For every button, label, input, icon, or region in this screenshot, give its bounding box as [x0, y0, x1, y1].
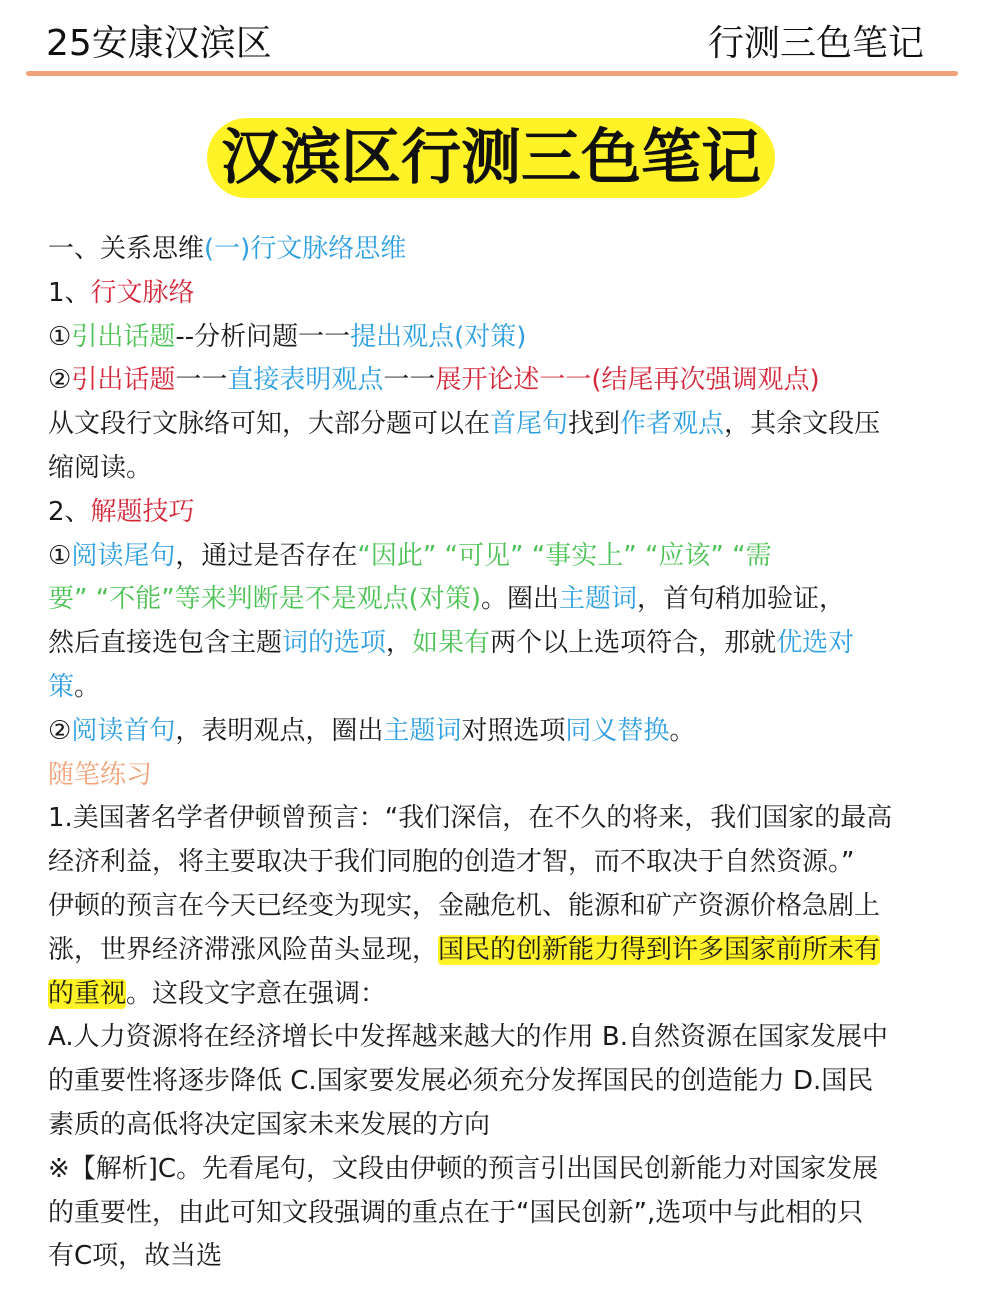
- text: 1、: [48, 277, 91, 308]
- tip-line: [48, 622, 960, 666]
- blue-text: 首尾句: [490, 409, 569, 440]
- text: ②: [48, 715, 72, 746]
- text: ，其余文段压: [724, 409, 881, 440]
- blue-text: 词的选项: [282, 628, 387, 659]
- blue-text: 阅读尾句: [71, 540, 176, 571]
- question-line: [48, 841, 960, 885]
- text: 一一: [383, 365, 436, 396]
- options-line: [48, 1060, 960, 1104]
- question-line: [48, 885, 960, 929]
- blue-text: 作者观点: [620, 409, 725, 440]
- text: 一一: [175, 365, 228, 396]
- structure-line-2: [48, 359, 960, 403]
- section-heading: [48, 228, 960, 272]
- text: ①: [48, 321, 72, 352]
- header-right-label: 行测三色笔记: [707, 23, 924, 64]
- green-text: 如果有: [412, 628, 491, 659]
- text: 从文段行文脉络可知，大部分题可以在: [48, 409, 491, 440]
- text: 涨，世界经济滞涨风险苗头显现，: [48, 934, 439, 965]
- text: 有C项，故当选: [48, 1241, 223, 1272]
- text: 。: [669, 715, 696, 746]
- blue-text: 策: [48, 671, 75, 702]
- text: ①: [48, 540, 72, 571]
- paragraph-line: [48, 447, 960, 491]
- options-line: [48, 1104, 960, 1148]
- blue-text: 阅读首句: [71, 715, 176, 746]
- notes-body: [48, 228, 960, 1279]
- options-line: [48, 1016, 960, 1060]
- structure-line-1: [48, 316, 960, 360]
- blue-text: 主题词: [383, 715, 462, 746]
- orange-text: 随笔练习: [48, 759, 153, 790]
- tip-line: [48, 535, 960, 579]
- page-title: 汉滨区行测三色笔记: [207, 118, 775, 198]
- text: 素质的高低将决定国家未来发展的方向: [48, 1109, 491, 1140]
- text: 两个以上选项符合，那就: [490, 628, 777, 659]
- text: A.人力资源将在经济增长中发挥越来越大的作用 B.自然资源在国家发展中: [48, 1022, 888, 1053]
- question-line: [48, 797, 960, 841]
- blue-text: (一)行文脉络思维: [204, 234, 407, 264]
- text: ，首句稍加验证，: [637, 584, 846, 615]
- red-text: 行文脉络: [90, 277, 195, 308]
- text: 缩阅读。: [48, 452, 153, 483]
- text: ②: [48, 365, 72, 396]
- text: 。圈出: [480, 584, 559, 615]
- subheading-2: [48, 491, 960, 535]
- header-left-label: 25安康汉滨区: [46, 23, 272, 64]
- red-text: 引出话题: [71, 365, 176, 396]
- text: ，: [386, 628, 413, 659]
- header-divider: [26, 71, 958, 76]
- paragraph-line: [48, 403, 960, 447]
- red-text: 解题技巧: [90, 496, 195, 527]
- text: 找到: [568, 409, 621, 440]
- text: 。这段文字意在强调：: [126, 978, 387, 1009]
- blue-text: 主题词: [558, 584, 637, 615]
- green-text: 要” “不能”等来判断是不是观点(对策): [48, 584, 481, 615]
- blue-text: 直接表明观点: [227, 365, 384, 396]
- text: ，表明观点，圈出: [175, 715, 384, 746]
- text: 。: [74, 671, 101, 702]
- text: 然后直接选包含主题: [48, 628, 283, 659]
- highlighted-text: 的重视: [48, 978, 127, 1009]
- blue-text: 提出观点(对策): [350, 321, 527, 352]
- text: 2、: [48, 496, 91, 527]
- tip-line: [48, 578, 960, 622]
- analysis-line: [48, 1235, 960, 1279]
- text: ※【解析]C。先看尾句，文段由伊顿的预言引出国民创新能力对国家发展: [48, 1153, 879, 1184]
- text: 一、关系思维: [48, 234, 205, 264]
- text: 经济利益，将主要取决于我们同胞的创造才智，而不取决于自然资源。”: [48, 847, 855, 878]
- blue-text: 同义替换: [565, 715, 670, 746]
- page-header: [0, 0, 982, 80]
- analysis-line: [48, 1148, 960, 1192]
- tip-line: [48, 710, 960, 754]
- tip-line: [48, 666, 960, 710]
- analysis-line: [48, 1192, 960, 1236]
- practice-heading: [48, 754, 960, 798]
- green-text: 引出话题: [71, 321, 176, 352]
- text: 对照选项: [461, 715, 566, 746]
- text: 的重要性，由此可知文段强调的重点在于“国民创新”,选项中与此相的只: [48, 1197, 864, 1228]
- blue-text: 优选对: [776, 628, 855, 659]
- red-text: 展开论述一一(结尾再次强调观点): [435, 365, 820, 396]
- subheading-1: [48, 272, 960, 316]
- green-text: “因此” “可见” “事实上” “应该” “需: [357, 540, 772, 571]
- title-container: [0, 118, 982, 198]
- text: --分析问题一一: [175, 321, 351, 352]
- text: 伊顿的预言在今天已经变为现实，金融危机、能源和矿产资源价格急剧上: [48, 890, 881, 921]
- question-line: [48, 929, 960, 973]
- text: 1.美国著名学者伊顿曾预言：“我们深信，在不久的将来，我们国家的最高: [48, 803, 893, 834]
- question-line: [48, 973, 960, 1017]
- highlighted-text: 国民的创新能力得到许多国家前所未有: [438, 934, 881, 965]
- text: 的重要性将逐步降低 C.国家要发展必须充分发挥国民的创造能力 D.国民: [48, 1066, 874, 1097]
- text: ，通过是否存在: [175, 540, 358, 571]
